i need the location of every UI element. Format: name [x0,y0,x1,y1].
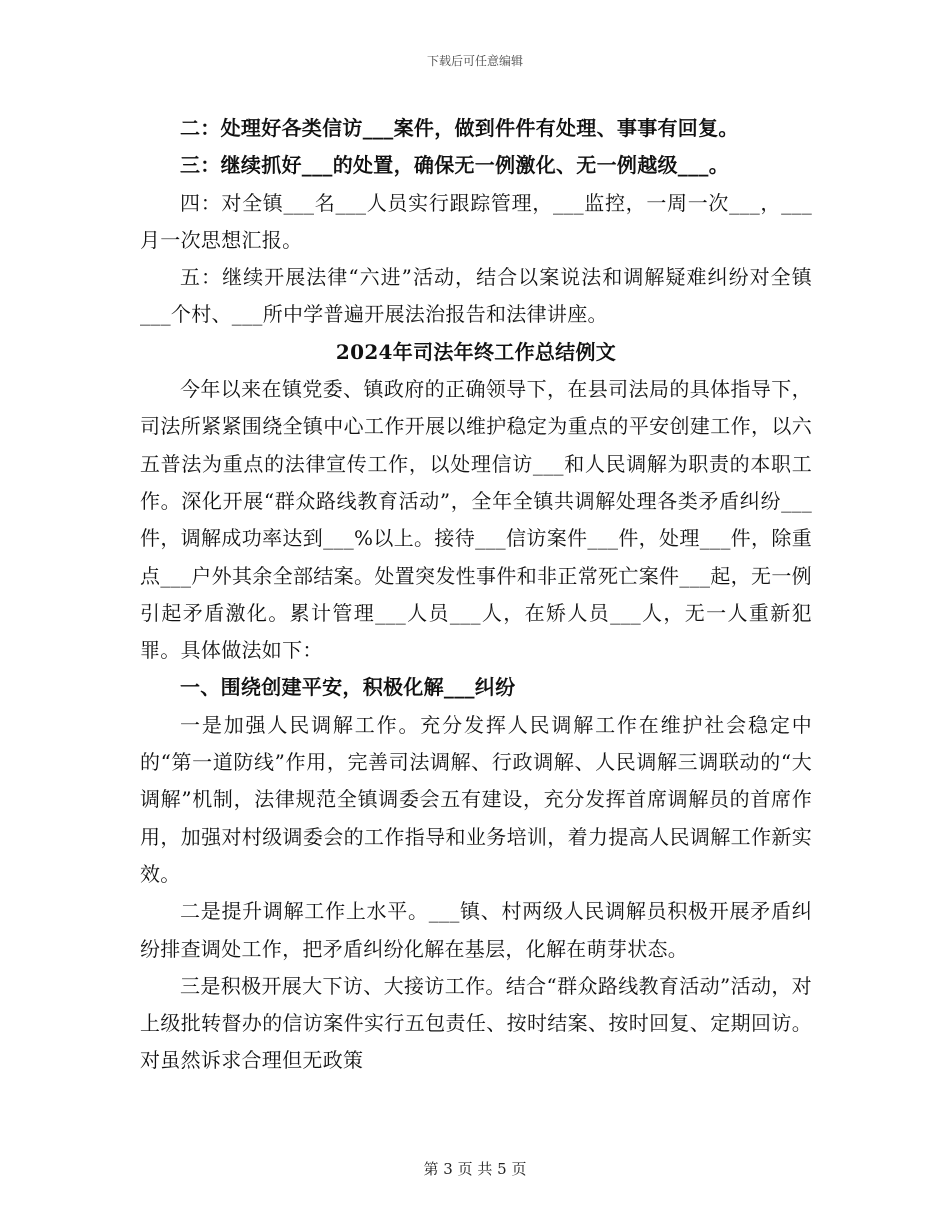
page-header: 下载后可任意编辑 [426,54,523,68]
document-body [140,110,812,1080]
document-title: 2024年司法年终工作总结例文 [335,339,617,364]
intro-paragraph: 今年以来在镇党委、镇政府的正确领导下，在县司法局的具体指导下，司法所紧紧围绕全镇中心工作开展以维护稳定为重点的平安创建工作，以六五普法为重点的法律宣传工作，以处理信访___和人民调解为职责的本职工作。深化开展“群众路线教育活动”，全年全镇共调解处理各类矛盾纠纷___件，调解成功率达到___%以上。接待___信访案件___件，处理___件，除重点___户外其余全部结案。处置突发性事件和非正常死亡案件___起，无一例引起矛盾激化。累计管理___人员___人，在矫人员___人，无一人重新犯罪。具体做法如下： [140,377,812,663]
body-paragraph-3: 三是积极开展大下访、大接访工作。结合“群众路线教育活动”活动，对上级批转督办的信访案件实行五包责任、按时结案、按时回复、定期回访。对虽然诉求合理但无政策 [140,973,812,1073]
paragraph-item-5: 五：继续开展法律“六进”活动，结合以案说法和调解疑难纠纷对全镇___个村、___所中学普遍开展法治报告和法律讲座。 [140,265,812,327]
paragraph-item-4: 四：对全镇___名___人员实行跟踪管理，___监控，一周一次___，___月一次思想汇报。 [140,190,812,252]
body-paragraph-2: 二是提升调解工作上水平。___镇、村两级人民调解员积极开展矛盾纠纷排查调处工作，把矛盾纠纷化解在基层，化解在萌芽状态。 [140,899,812,961]
body-paragraph-1: 一是加强人民调解工作。充分发挥人民调解工作在维护社会稳定中的“第一道防线”作用，完善司法调解、行政调解、人民调解三调联动的“大调解”机制，法律规范全镇调委会五有建设，充分发挥首席调解员的首席作用，加强对村级调委会的工作指导和业务培训，着力提高人民调解工作新实效。 [140,712,812,886]
section-heading-1: 一、围绕创建平安，积极化解___纠纷 [180,675,516,700]
paragraph-item-2: 二：处理好各类信访___案件，做到件件有处理、事事有回复。 [180,116,739,140]
paragraph-item-3: 三：继续抓好___的处置，确保无一例激化、无一例越级___。 [180,153,729,178]
page-footer: 第 3 页 共 5 页 [423,1160,527,1178]
